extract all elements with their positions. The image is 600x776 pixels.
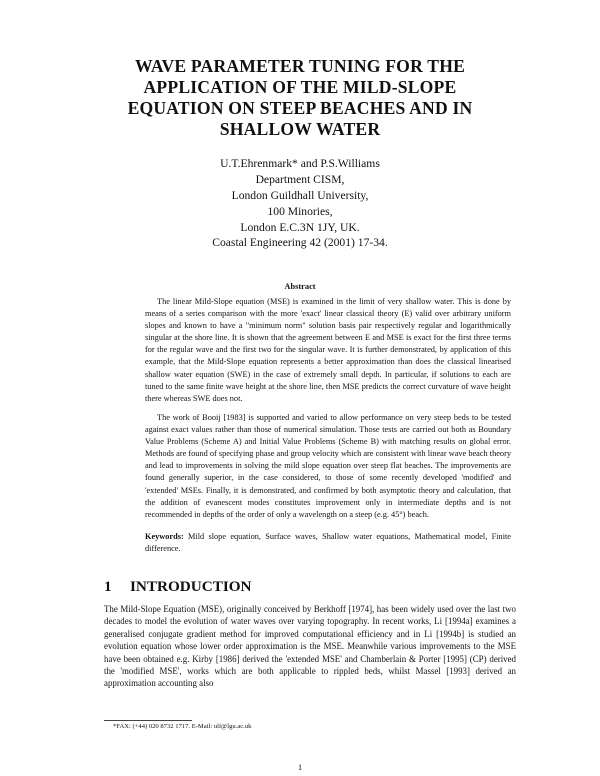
introduction-paragraph: The Mild-Slope Equation (MSE), originally conceived by Berkhoff [1974], has been widely used over the last two decades to model the evolution of water waves over varying topography. In recent works, Li [1994a] examines a generalised conjugate gradient method for improved computational efficiency and in Li [1994b] is studied an evolution equation whose lower order approximation is the MSE. Meanwhile various improvements to the MSE have been obtained e.g. Kirby [1986] derived the 'extended MSE' and Chamberlain & Porter [1995] (CP) derived the 'modified MSE', works which are both applicable to rippled beds, whilst Massel [1993] derived an approximation accounting also bbox=[104, 604, 516, 689]
abstract-heading: Abstract bbox=[284, 282, 316, 291]
abstract-paragraph-1: The linear Mild-Slope equation (MSE) is examined in the limit of very shallow water. This is done by means of a series comparison with the more 'exact' linear classical theory (E) valid over arbitrary uniform slopes and known to have a "minimum norm" solution basis pair respectively regular and logarithmically singular at the shore line. It is shown that the agreement between E and MSE is exact for the first three terms for the regular wave and the first two for the singular wave. It is further demonstrated, by application of this example, that the Mild-Slope equation represents a better approximation than does the classical linearised shallow water equation (SWE) in the case of extremely small depth. In particular, if solutions to each are tuned to the same finite wave height at the shore line, then MSE predicts the correct curvature of wave height there whereas SWE does not. bbox=[145, 297, 511, 403]
journal-reference: Coastal Engineering 42 (2001) 17-34. bbox=[212, 236, 388, 249]
section-heading bbox=[104, 578, 252, 596]
author-university: London Guildhall University, bbox=[231, 189, 369, 202]
keywords-label: Keywords: bbox=[145, 532, 184, 541]
author-names: U.T.Ehrenmark* and P.S.Williams bbox=[220, 157, 380, 170]
author-department: Department CISM, bbox=[255, 173, 345, 186]
footnote: *FAX: (+44) 020 8732 1717. E-Mail: ulf@lgu.ac.uk bbox=[113, 723, 252, 730]
keywords bbox=[145, 531, 511, 555]
footnote-divider bbox=[104, 720, 192, 721]
author-city: London E.C.3N 1JY, UK. bbox=[240, 221, 360, 234]
section-number: 1 bbox=[104, 578, 112, 595]
author-street: 100 Minories, bbox=[267, 205, 333, 218]
keywords-text: Mild slope equation, Surface waves, Shallow water equations, Mathematical model, Finite difference. bbox=[145, 532, 511, 554]
page-number: 1 bbox=[297, 762, 303, 772]
paper-title: WAVE PARAMETER TUNING FOR THE APPLICATION OF THE MILD-SLOPE EQUATION ON STEEP BEACHES AND IN SHALLOW WATER bbox=[127, 56, 473, 139]
section-title: INTRODUCTION bbox=[130, 578, 252, 595]
author-block bbox=[150, 156, 450, 236]
abstract-paragraph-2: The work of Booij [1983] is supported and varied to allow performance on very steep beds to be tested against exact values rather than those of numerical simulation. Those tests are carried out both as Boundary Value Problems (Scheme A) and Initial Value Problems (Scheme B) with matching results on global error. Methods are found of specifying phase and group velocity which are consistent with linear wave beach theory and lead to improvements in solving the mild slope equation over steep flat beaches. The improvements are found generally superior, in the case considered, to those of some recently developed 'modified' and 'extended' MSEs. Finally, it is demonstrated, and confirmed by both asymptotic theory and calculation, that the addition of evanescent modes constitutes improvement only in intermediate depths and is not recommended in depths of the order of only a wavelength on a steep (e.g. 45°) beach. bbox=[145, 413, 511, 519]
